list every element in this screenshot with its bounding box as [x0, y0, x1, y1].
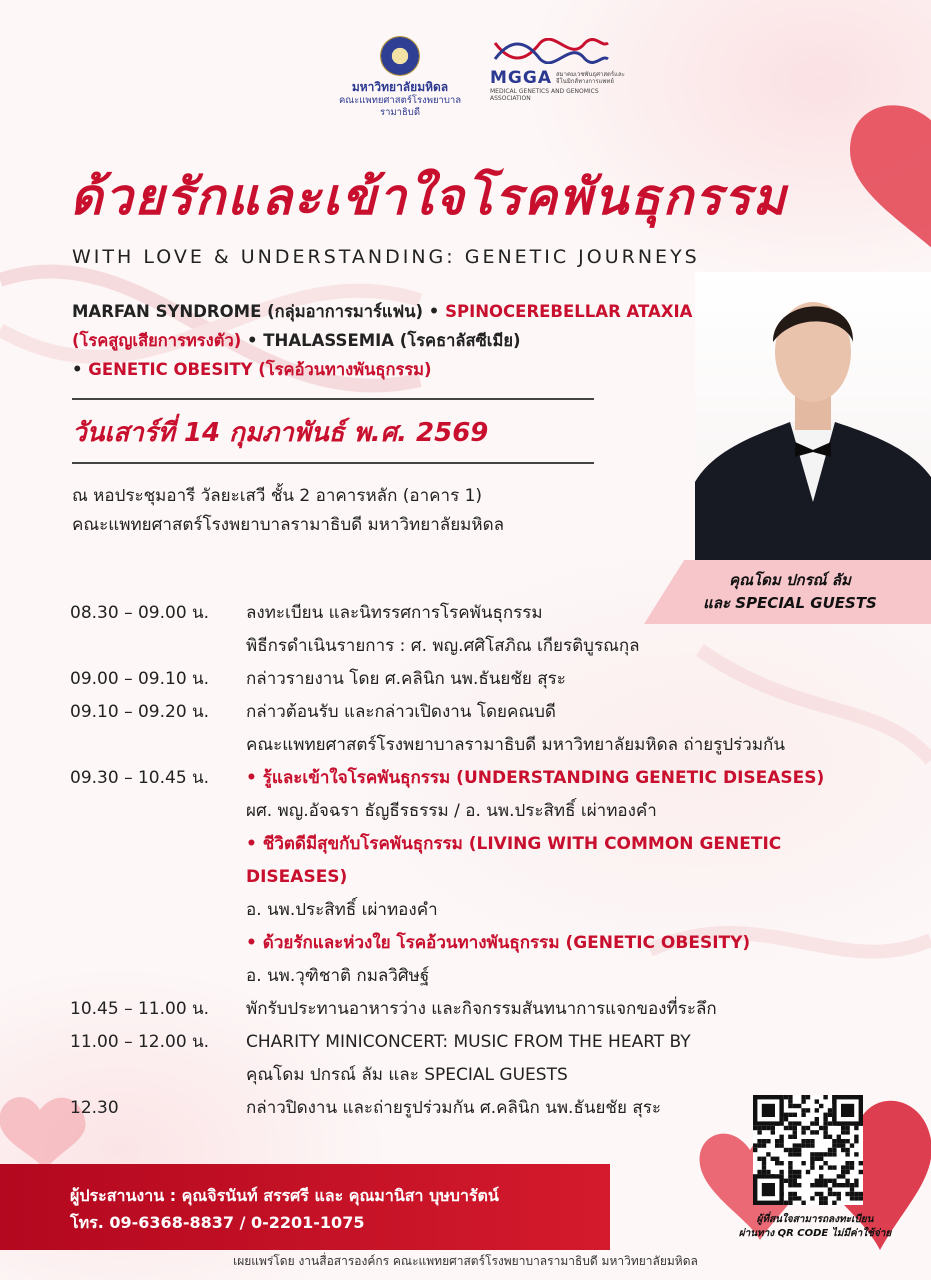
schedule-time: 12.30	[70, 1098, 119, 1118]
qr-code-icon	[753, 1095, 863, 1205]
mgga-logo	[490, 38, 630, 102]
topic-separator: •	[423, 302, 446, 321]
topic-marfan: MARFAN SYNDROME (กลุ่มอาการมาร์แฟน)	[72, 302, 424, 321]
schedule-description: พิธีกรดำเนินรายการ : ศ. พญ.ศศิโสภิณ เกียรติบูรณกุล	[246, 636, 640, 656]
schedule-description: อ. นพ.วุฑิชาติ กมลวิศิษฐ์	[246, 966, 430, 986]
schedule-description: DISEASES)	[246, 867, 348, 887]
mgga-subtitle-th: สมาคมเวชพันธุศาสตร์และจีโนมิกส์ทางการแพทย์	[555, 71, 625, 85]
schedule-row	[70, 861, 870, 894]
guest-portrait-illustration	[695, 272, 931, 560]
qr-note-line-2: ผ่านทาง QR CODE ไม่มีค่าใช้จ่าย	[738, 1228, 892, 1239]
venue	[72, 482, 504, 540]
schedule-description: • ชีวิตดีมีสุขกับโรคพันธุกรรม (LIVING WITH COMMON GENETIC	[246, 834, 782, 854]
schedule-row	[70, 795, 870, 828]
coordinator-phone: โทร. 09-6368-8837 / 0-2201-1075	[70, 1213, 365, 1232]
guest-photo	[695, 272, 931, 560]
dna-helix-icon	[490, 38, 610, 64]
schedule-description: คุณโดม ปกรณ์ ลัม และ SPECIAL GUESTS	[246, 1065, 568, 1085]
schedule-row	[70, 828, 870, 861]
mgga-subtitle-en: MEDICAL GENETICS AND GENOMICS ASSOCIATION	[490, 88, 599, 102]
schedule-description: ลงทะเบียน และนิทรรศการโรคพันธุกรรม	[246, 603, 543, 623]
schedule-row	[70, 729, 870, 762]
schedule-row	[70, 630, 870, 663]
schedule-row	[70, 927, 870, 960]
schedule-row	[70, 1026, 870, 1059]
title-thai: ด้วยรักและเข้าใจโรคพันธุกรรม	[70, 167, 788, 226]
schedule	[70, 597, 870, 1125]
divider-top	[72, 398, 594, 400]
coordinator-info	[70, 1182, 499, 1236]
topic-bullet: •	[72, 360, 89, 379]
guest-extra: และ SPECIAL GUESTS	[703, 594, 877, 612]
university-name: มหาวิทยาลัยมหิดล	[351, 80, 449, 94]
schedule-row	[70, 993, 870, 1026]
schedule-row	[70, 960, 870, 993]
schedule-row	[70, 1092, 870, 1125]
schedule-description: อ. นพ.ประสิทธิ์ เผ่าทองคำ	[246, 900, 438, 920]
topics-list	[72, 297, 722, 384]
schedule-description: • ด้วยรักและห่วงใย โรคอ้วนทางพันธุกรรม (GENETIC OBESITY)	[246, 933, 751, 953]
schedule-time: 10.45 – 11.00 น.	[70, 999, 210, 1019]
schedule-row	[70, 762, 870, 795]
schedule-time: 09.30 – 10.45 น.	[70, 768, 210, 788]
guest-name: คุณโดม ปกรณ์ ลัม	[729, 571, 851, 589]
schedule-description: ผศ. พญ.อัจฉรา ธัญธีรธรรม / อ. นพ.ประสิทธิ์ เผ่าทองคำ	[246, 801, 657, 821]
publisher-credit: เผยแพร่โดย งานสื่อสารองค์กร คณะแพทยศาสตร์โรงพยาบาลรามาธิบดี มหาวิทยาลัยมหิดล	[233, 1254, 698, 1268]
title-english: WITH LOVE & UNDERSTANDING: GENETIC JOURNEYS	[72, 246, 700, 268]
coordinator-names: ผู้ประสานงาน : คุณจิรนันท์ สรรศรี และ คุณมานิสา บุษบารัตน์	[70, 1186, 499, 1205]
schedule-description: CHARITY MINICONCERT: MUSIC FROM THE HEART BY	[246, 1032, 691, 1052]
divider-bottom	[72, 462, 594, 464]
topic-sca: SPINOCEREBELLAR ATAXIA (โรคสูญเสียการทรงตัว)	[72, 302, 693, 350]
schedule-description: กล่าวรายงาน โดย ศ.คลินิก นพ.ธันยชัย สุระ	[246, 669, 566, 689]
qr-note-line-1: ผู้ที่สนใจสามารถลงทะเบียน	[756, 1214, 874, 1225]
schedule-time: 09.10 – 09.20 น.	[70, 702, 210, 722]
qr-note	[720, 1213, 910, 1241]
schedule-row	[70, 894, 870, 927]
topic-thalassemia: THALASSEMIA (โรคธาลัสซีเมีย)	[263, 331, 521, 350]
schedule-time: 08.30 – 09.00 น.	[70, 603, 210, 623]
venue-line-1: ณ หอประชุมอารี วัลยะเสวี ชั้น 2 อาคารหลัก (อาคาร 1)	[72, 486, 483, 506]
schedule-description: • รู้และเข้าใจโรคพันธุกรรม (UNDERSTANDING GENETIC DISEASES)	[246, 768, 825, 788]
mahidol-logo	[320, 36, 480, 119]
schedule-description: กล่าวปิดงาน และถ่ายรูปร่วมกัน ศ.คลินิก นพ.ธันยชัย สุระ	[246, 1098, 661, 1118]
schedule-time: 11.00 – 12.00 น.	[70, 1032, 210, 1052]
mgga-acronym: MGGA	[490, 68, 552, 88]
schedule-row	[70, 663, 870, 696]
topic-separator: •	[241, 331, 264, 350]
university-seal-icon	[380, 36, 420, 76]
schedule-row	[70, 597, 870, 630]
schedule-description: พักรับประทานอาหารว่าง และกิจกรรมสันทนาการแจกของที่ระลึก	[246, 999, 717, 1019]
registration-qr-code[interactable]	[753, 1095, 863, 1205]
event-date: วันเสาร์ที่ 14 กุมภาพันธ์ พ.ศ. 2569	[72, 418, 489, 448]
schedule-row	[70, 1059, 870, 1092]
schedule-row	[70, 696, 870, 729]
schedule-time: 09.00 – 09.10 น.	[70, 669, 210, 689]
topic-obesity: GENETIC OBESITY (โรคอ้วนทางพันธุกรรม)	[88, 360, 432, 379]
faculty-name: คณะแพทยศาสตร์โรงพยาบาลรามาธิบดี	[338, 95, 462, 118]
venue-line-2: คณะแพทยศาสตร์โรงพยาบาลรามาธิบดี มหาวิทยาลัยมหิดล	[72, 515, 505, 535]
schedule-description: กล่าวต้อนรับ และกล่าวเปิดงาน โดยคณบดี	[246, 702, 556, 722]
schedule-description: คณะแพทยศาสตร์โรงพยาบาลรามาธิบดี มหาวิทยาลัยมหิดล ถ่ายรูปร่วมกัน	[246, 735, 785, 755]
